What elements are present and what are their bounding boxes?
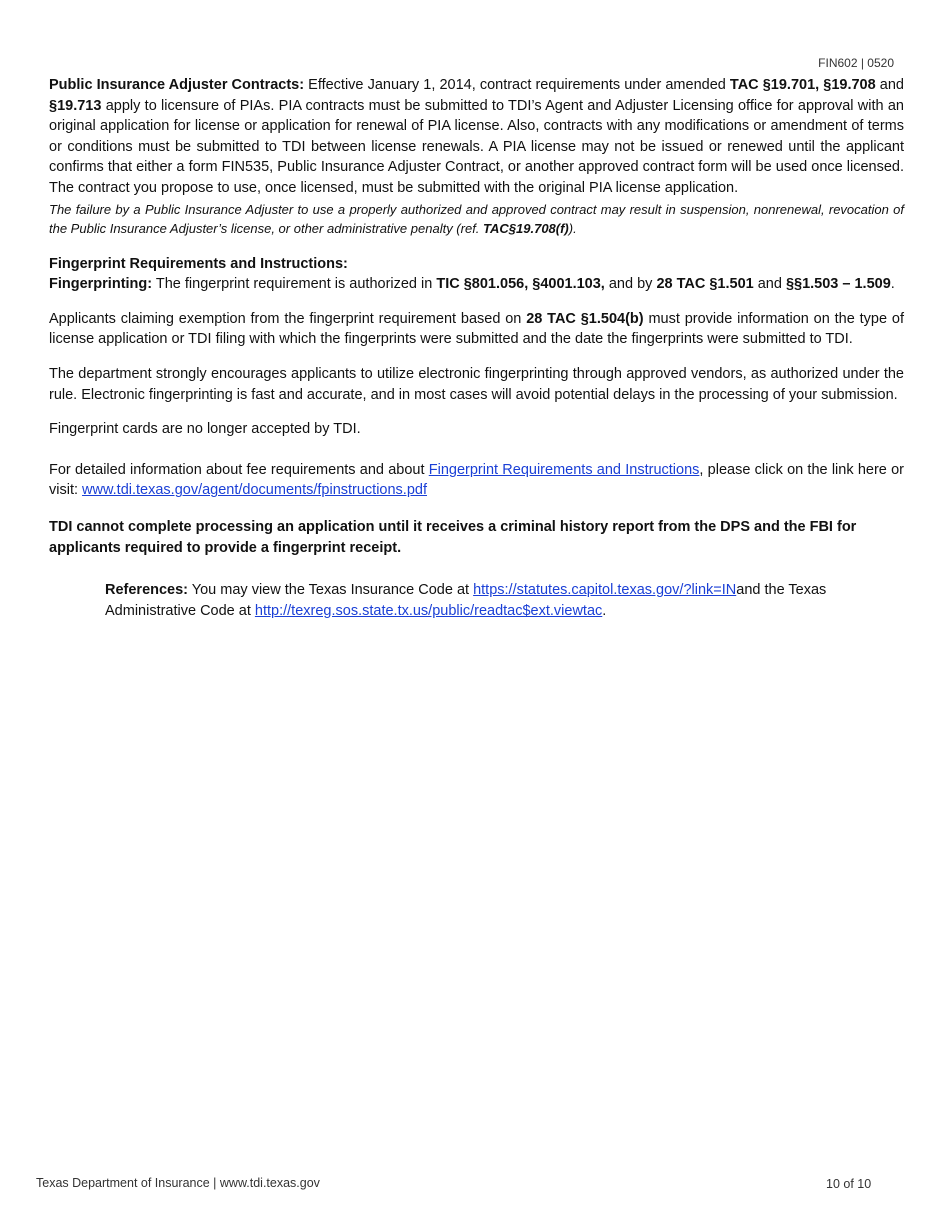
fingerprinting-citation-1: TIC §801.056, §4001.103, bbox=[436, 276, 605, 293]
document-body bbox=[49, 75, 904, 621]
footer-organization: Texas Department of Insurance | www.tdi.texas.gov bbox=[36, 1176, 320, 1190]
fingerprint-instructions-link[interactable]: Fingerprint Requirements and Instructions bbox=[428, 461, 700, 478]
detailed-info-paragraph bbox=[49, 460, 904, 501]
exemption-text-2: must provide information on the type of license application or TDI filing with which the fingerprints were submitted and the date the fingerprints were submitted to TDI. bbox=[49, 310, 904, 348]
fingerprinting-label: Fingerprinting: bbox=[49, 276, 153, 293]
exemption-citation: 28 TAC §1.504(b) bbox=[526, 310, 644, 327]
fingerprinting-citation-3: §§1.503 – 1.509 bbox=[785, 276, 891, 293]
fingerprinting-text-4: . bbox=[890, 276, 895, 293]
fingerprinting-text-2: and by bbox=[604, 276, 657, 293]
pia-text-1: Effective January 1, 2014, contract requirements under amended bbox=[304, 77, 730, 93]
fingerprinting-citation-2: 28 TAC §1.501 bbox=[656, 276, 754, 293]
references-paragraph bbox=[105, 580, 904, 621]
pia-note-text: The failure by a Public Insurance Adjuster to use a properly authorized and approved contract may result in suspension, nonrenewal, revocation of the Public Insurance Adjuster’s license, or other administrative penalty (ref. bbox=[49, 201, 904, 236]
texas-insurance-code-link[interactable]: https://statutes.capitol.texas.gov/?link=IN bbox=[473, 582, 737, 599]
fingerprint-section-heading-text: Fingerprint Requirements and Instructions: bbox=[49, 255, 348, 272]
texas-administrative-code-link[interactable]: http://texreg.sos.state.tx.us/public/readtac$ext.viewtac bbox=[254, 602, 603, 619]
pia-failure-note bbox=[49, 200, 904, 238]
criminal-history-warning bbox=[49, 517, 904, 558]
pia-contracts-paragraph bbox=[49, 75, 904, 199]
pia-citation-1: TAC §19.701, §19.708 bbox=[729, 77, 876, 93]
electronic-fingerprinting-paragraph: The department strongly encourages applicants to utilize electronic fingerprinting through approved vendors, as authorized under the rule. Electronic fingerprinting is fast and accurate, and in most cases will avoid potential delays in the processing of your submission. bbox=[49, 365, 904, 403]
criminal-history-warning-text: TDI cannot complete processing an application until it receives a criminal history report from the DPS and the FBI for applicants required to provide a fingerprint receipt. bbox=[49, 518, 857, 556]
exemption-paragraph bbox=[49, 309, 904, 350]
pia-note-end: ). bbox=[568, 220, 577, 236]
page-number: 10 of 10 bbox=[826, 1177, 872, 1191]
detail-text-2: , please click on the link here or visit: bbox=[49, 461, 904, 499]
pia-text-2: and bbox=[875, 77, 904, 93]
references-text-2: and the Texas Administrative Code at bbox=[105, 582, 827, 619]
pia-text-3: apply to licensure of PIAs. PIA contracts must be submitted to TDI’s Agent and Adjuster Licensing office for approval with an original application for license or application for renewal of PIA license. Also, contracts with any modifications or amendment of terms or conditions must be submitted to TDI between license renewals. A PIA license may not be issued or renewed until the applicant confirms that either a form FIN535, Public Insurance Adjuster Contract, or another approved contract form will be used once licensed. The contract you propose to use, once licensed, must be submitted with the original PIA license application. bbox=[49, 97, 904, 196]
pia-note-citation: TAC§19.708(f) bbox=[483, 220, 569, 236]
references-label: References: bbox=[105, 582, 189, 599]
fingerprint-cards-paragraph: Fingerprint cards are no longer accepted by TDI. bbox=[49, 421, 361, 438]
exemption-text-1: Applicants claiming exemption from the fingerprint requirement based on bbox=[49, 310, 527, 327]
fingerprinting-text-3: and bbox=[753, 276, 786, 293]
detail-text-1: For detailed information about fee requirements and about bbox=[49, 461, 429, 478]
references-text-3: . bbox=[602, 602, 607, 619]
pia-contracts-heading: Public Insurance Adjuster Contracts: bbox=[49, 77, 305, 93]
fingerprint-section-heading bbox=[49, 254, 904, 275]
form-id: FIN602 | 0520 bbox=[818, 56, 894, 70]
references-text-1: You may view the Texas Insurance Code at bbox=[188, 582, 474, 599]
fingerprinting-text-1: The fingerprint requirement is authorized in bbox=[152, 276, 437, 293]
pia-citation-2: §19.713 bbox=[49, 97, 102, 114]
fingerprinting-paragraph bbox=[49, 274, 904, 295]
fpinstructions-url-link[interactable]: www.tdi.texas.gov/agent/documents/fpinstructions.pdf bbox=[82, 482, 427, 499]
